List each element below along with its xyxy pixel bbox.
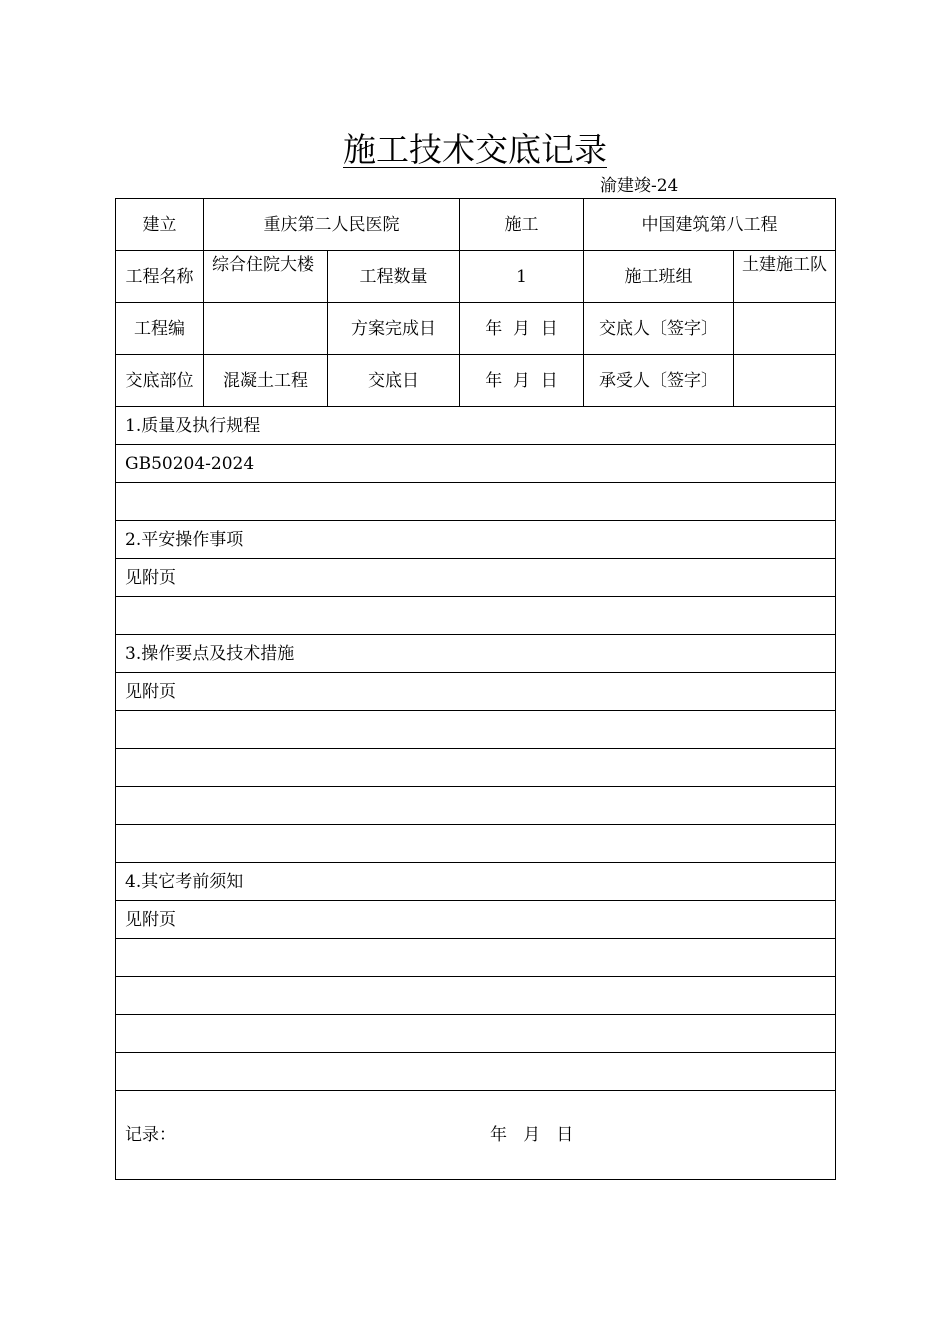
section-heading-key-points: 3.操作要点及技术措施: [116, 635, 836, 673]
value-discloser-signature[interactable]: [734, 303, 836, 355]
section-line: [116, 787, 836, 825]
value-receiver-signature[interactable]: [734, 355, 836, 407]
header-row-4: [116, 355, 836, 407]
header-row-1: [116, 199, 836, 251]
section-line: [116, 977, 836, 1015]
label-plan-date: 方案完成日: [328, 303, 460, 355]
label-project-code: 工程编: [116, 303, 204, 355]
label-supervision: 建立: [116, 199, 204, 251]
value-disclosure-part: 混凝土工程: [204, 355, 328, 407]
label-disclosure-part: 交底部位: [116, 355, 204, 407]
value-plan-date: 年 月 日: [460, 303, 584, 355]
section-line: [116, 939, 836, 977]
section-heading-other-notes: 4.其它考前须知: [116, 863, 836, 901]
section-line: [116, 825, 836, 863]
document-number: 渝建竣-24: [600, 176, 679, 196]
header-row-3: [116, 303, 836, 355]
value-disclosure-date: 年 月 日: [460, 355, 584, 407]
label-project-quantity: 工程数量: [328, 251, 460, 303]
label-construction: 施工: [460, 199, 584, 251]
section-line: 见附页: [116, 559, 836, 597]
value-construction-unit: 中国建筑第八工程: [584, 199, 836, 251]
label-disclosure-date: 交底日: [328, 355, 460, 407]
label-receiver-signature: 承受人〔签字〕: [584, 355, 734, 407]
record-label: 记录：: [125, 1125, 176, 1145]
disclosure-record-table: [115, 198, 836, 1180]
record-date: 年 月 日: [490, 1125, 574, 1145]
section-line: [116, 749, 836, 787]
section-line: 见附页: [116, 673, 836, 711]
section-line: [116, 597, 836, 635]
header-row-2: [116, 251, 836, 303]
section-heading-safety: 2.平安操作事项: [116, 521, 836, 559]
section-line: [116, 1015, 836, 1053]
value-project-code: [204, 303, 328, 355]
section-line: 见附页: [116, 901, 836, 939]
label-construction-team: 施工班组: [584, 251, 734, 303]
value-project-name: 综合住院大楼: [204, 251, 328, 303]
section-line: [116, 1053, 836, 1091]
record-row: [116, 1091, 836, 1180]
section-line: [116, 483, 836, 521]
section-line: GB50204-2024: [116, 445, 836, 483]
section-heading-quality: 1.质量及执行规程: [116, 407, 836, 445]
form-title: 施工技术交底记录: [343, 130, 607, 169]
label-discloser-signature: 交底人〔签字〕: [584, 303, 734, 355]
value-project-quantity: 1: [460, 251, 584, 303]
value-construction-team: 土建施工队: [734, 251, 836, 303]
value-supervision-unit: 重庆第二人民医院: [204, 199, 460, 251]
section-line: [116, 711, 836, 749]
label-project-name: 工程名称: [116, 251, 204, 303]
